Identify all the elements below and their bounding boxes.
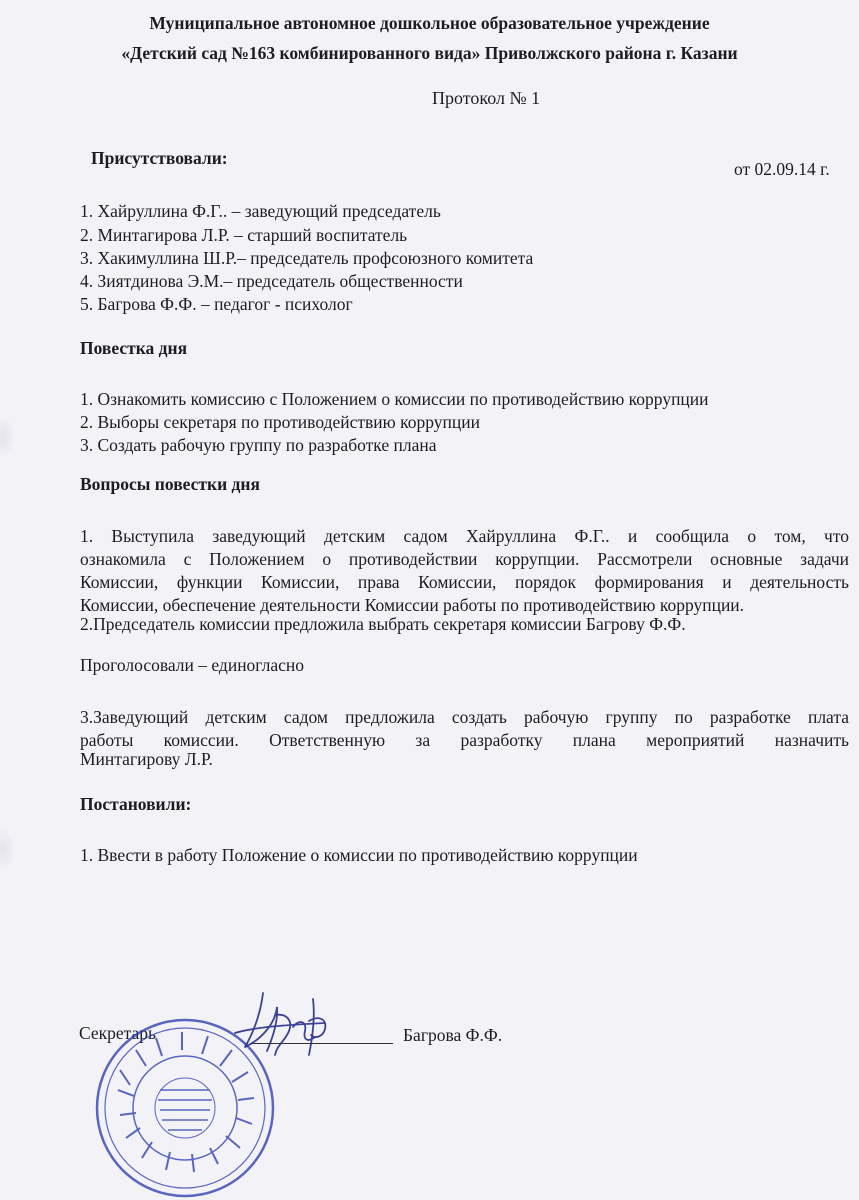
punch-hole: [0, 830, 14, 868]
resolution-item: 1. Ввести в работу Положение о комиссии по противодействию коррупции: [80, 845, 638, 865]
list-item: 2. Выборы секретаря по противодействию коррупции: [80, 412, 480, 432]
list-item: 5. Багрова Ф.Ф. – педагог - психолог: [80, 294, 353, 314]
paragraph-line: Минтагирову Л.Р.: [80, 749, 213, 769]
paragraph-line: ознакомила с Положением о противодействии коррупции. Рассмотрели основные задачи: [80, 549, 849, 569]
handwritten-signature: [215, 985, 345, 1075]
question-2: 2.Председатель комиссии предложила выбрать секретаря комиссии Багрову Ф.Ф.: [80, 614, 686, 634]
signature-name: Багрова Ф.Ф.: [403, 1025, 503, 1045]
protocol-date: от 02.09.14 г.: [734, 159, 830, 179]
header-line-2: «Детский сад №163 комбинированного вида» Приволжского района г. Казани: [121, 43, 738, 63]
protocol-title: Протокол № 1: [432, 88, 541, 108]
paragraph-line: 1. Выступила заведующий детским садом Хайруллина Ф.Г.. и сообщила о том, что: [80, 526, 849, 546]
list-item: 4. Зиятдинова Э.М.– председатель общественности: [80, 271, 463, 291]
list-item: 3. Хакимуллина Ш.Р.– председатель профсоюзного комитета: [80, 248, 534, 268]
header-line-1: Муниципальное автономное дошкольное образовательное учреждение: [149, 13, 710, 33]
list-item: 1. Ознакомить комиссию с Положением о комиссии по противодействию коррупции: [80, 389, 709, 409]
paragraph-line: работы комиссии. Ответственную за разработку плана мероприятий назначить: [80, 730, 849, 750]
list-item: 2. Минтагирова Л.Р. – старший воспитатель: [80, 225, 408, 245]
punch-hole: [0, 418, 14, 456]
present-heading: Присутствовали:: [91, 148, 228, 168]
paragraph-line: Комиссии, обеспечение деятельности Комиссии работы по противодействию коррупции.: [80, 595, 745, 615]
paragraph-line: Комиссии, функции Комиссии, права Комиссии, порядок формирования и деятельность: [80, 572, 849, 592]
list-item: 1. Хайруллина Ф.Г.. – заведующий председатель: [80, 201, 441, 221]
questions-heading: Вопросы повестки дня: [80, 474, 260, 494]
agenda-heading: Повестка дня: [80, 338, 188, 358]
list-item: 3. Создать рабочую группу по разработке плана: [80, 435, 437, 455]
signature-role: Секретарь: [79, 1023, 157, 1043]
resolved-heading: Постановили:: [80, 794, 192, 814]
vote-result: Проголосовали – единогласно: [80, 655, 304, 675]
paragraph-line: 3.Заведующий детским садом предложила создать рабочую группу по разработке плата: [80, 707, 849, 727]
